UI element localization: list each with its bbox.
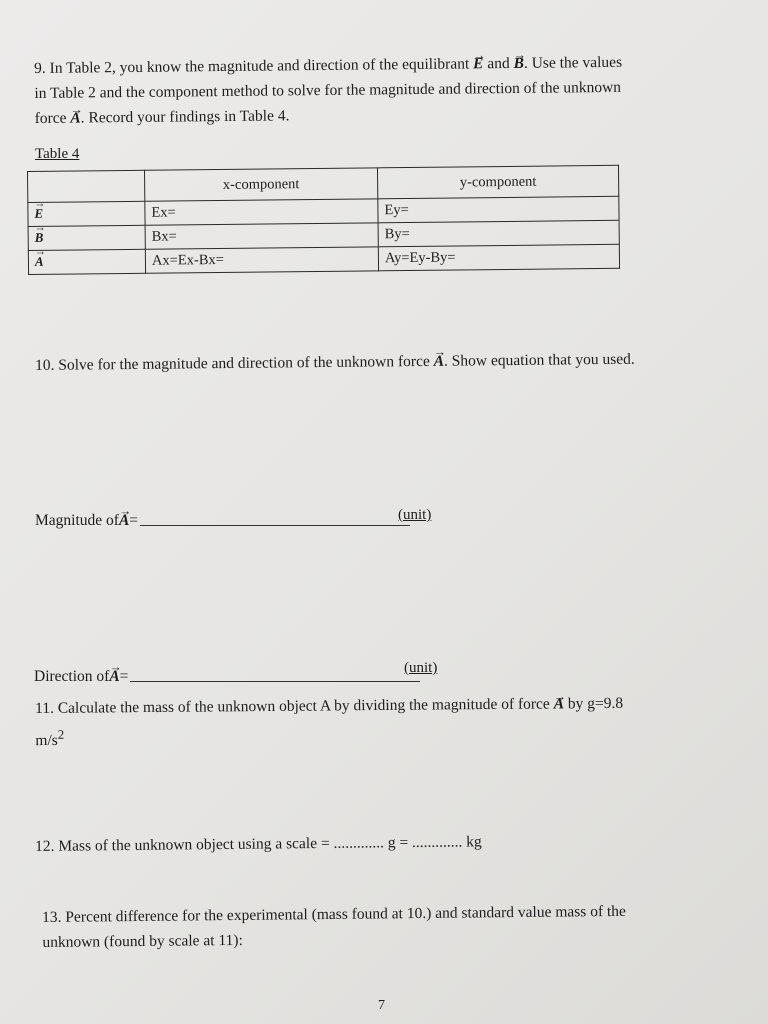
question-13 <box>42 898 712 955</box>
q9-line-3: force <box>34 109 71 127</box>
vector-a: → A <box>119 512 129 530</box>
q10-text: 10. Solve for the magnitude and direction of the unknown force <box>35 352 434 374</box>
vector-a: → A <box>109 668 119 686</box>
q9-line-2: in Table 2 and the component method to solve for the magnitude and direction of the unknown <box>34 78 622 102</box>
vector-e: → E <box>473 51 484 76</box>
q13-line-2: unknown (found by scale at 11): <box>42 931 243 951</box>
table-row <box>28 244 619 274</box>
magnitude-row <box>35 512 410 530</box>
question-12: 12. Mass of the unknown object using a scale = ............. g = ............. kg <box>35 833 482 855</box>
bx-cell[interactable]: Bx= <box>145 223 378 249</box>
question-10 <box>35 350 715 375</box>
direction-row <box>34 668 420 686</box>
q11-text-end: by g=9.8 <box>563 694 624 713</box>
vector-b: → B <box>513 51 524 76</box>
vector-a: → A <box>554 691 565 717</box>
ey-cell[interactable]: Ey= <box>378 196 619 223</box>
magnitude-answer-line[interactable] <box>140 524 410 526</box>
q9-line-3-end: . Record your findings in Table 4. <box>80 107 290 127</box>
direction-equals: = <box>119 668 129 685</box>
magnitude-equals: = <box>129 512 139 529</box>
q13-line-1: 13. Percent difference for the experimental (mass found at 10.) and standard value mass of the <box>42 902 626 926</box>
row-label-a: → A <box>35 254 44 270</box>
direction-answer-line[interactable] <box>130 680 420 682</box>
q10-text-end: . Show equation that you used. <box>443 350 635 370</box>
table-4 <box>27 165 620 275</box>
x-component-header: x-component <box>144 168 377 201</box>
table-4-label: Table 4 <box>35 146 80 162</box>
ex-cell[interactable]: Ex= <box>145 199 378 225</box>
magnitude-label: Magnitude of <box>35 512 119 529</box>
q9-text-end: . Use the values <box>523 53 623 72</box>
page-number: 7 <box>378 998 385 1013</box>
vector-a: → A <box>434 353 445 371</box>
vector-a: → A <box>70 106 81 131</box>
y-component-header: y-component <box>377 165 618 199</box>
direction-label: Direction of <box>34 668 110 685</box>
q11-unit: m/s <box>35 731 58 750</box>
question-9 <box>34 49 695 131</box>
row-label-e: → E <box>34 206 43 222</box>
q9-and: and <box>483 54 514 73</box>
direction-unit: (unit) <box>404 660 438 676</box>
by-cell[interactable]: By= <box>378 220 619 247</box>
row-label-b: → B <box>35 230 44 246</box>
question-11 <box>35 690 725 754</box>
ay-cell[interactable]: Ay=Ey-By= <box>378 244 619 271</box>
ax-cell[interactable]: Ax=Ex-Bx= <box>145 247 378 273</box>
q11-unit-exponent: 2 <box>57 726 65 742</box>
magnitude-unit: (unit) <box>398 507 432 523</box>
q9-text: 9. In Table 2, you know the magnitude and direction of the equilibrant <box>34 55 474 77</box>
q11-text: 11. Calculate the mass of the unknown object A by dividing the magnitude of force <box>35 695 554 717</box>
